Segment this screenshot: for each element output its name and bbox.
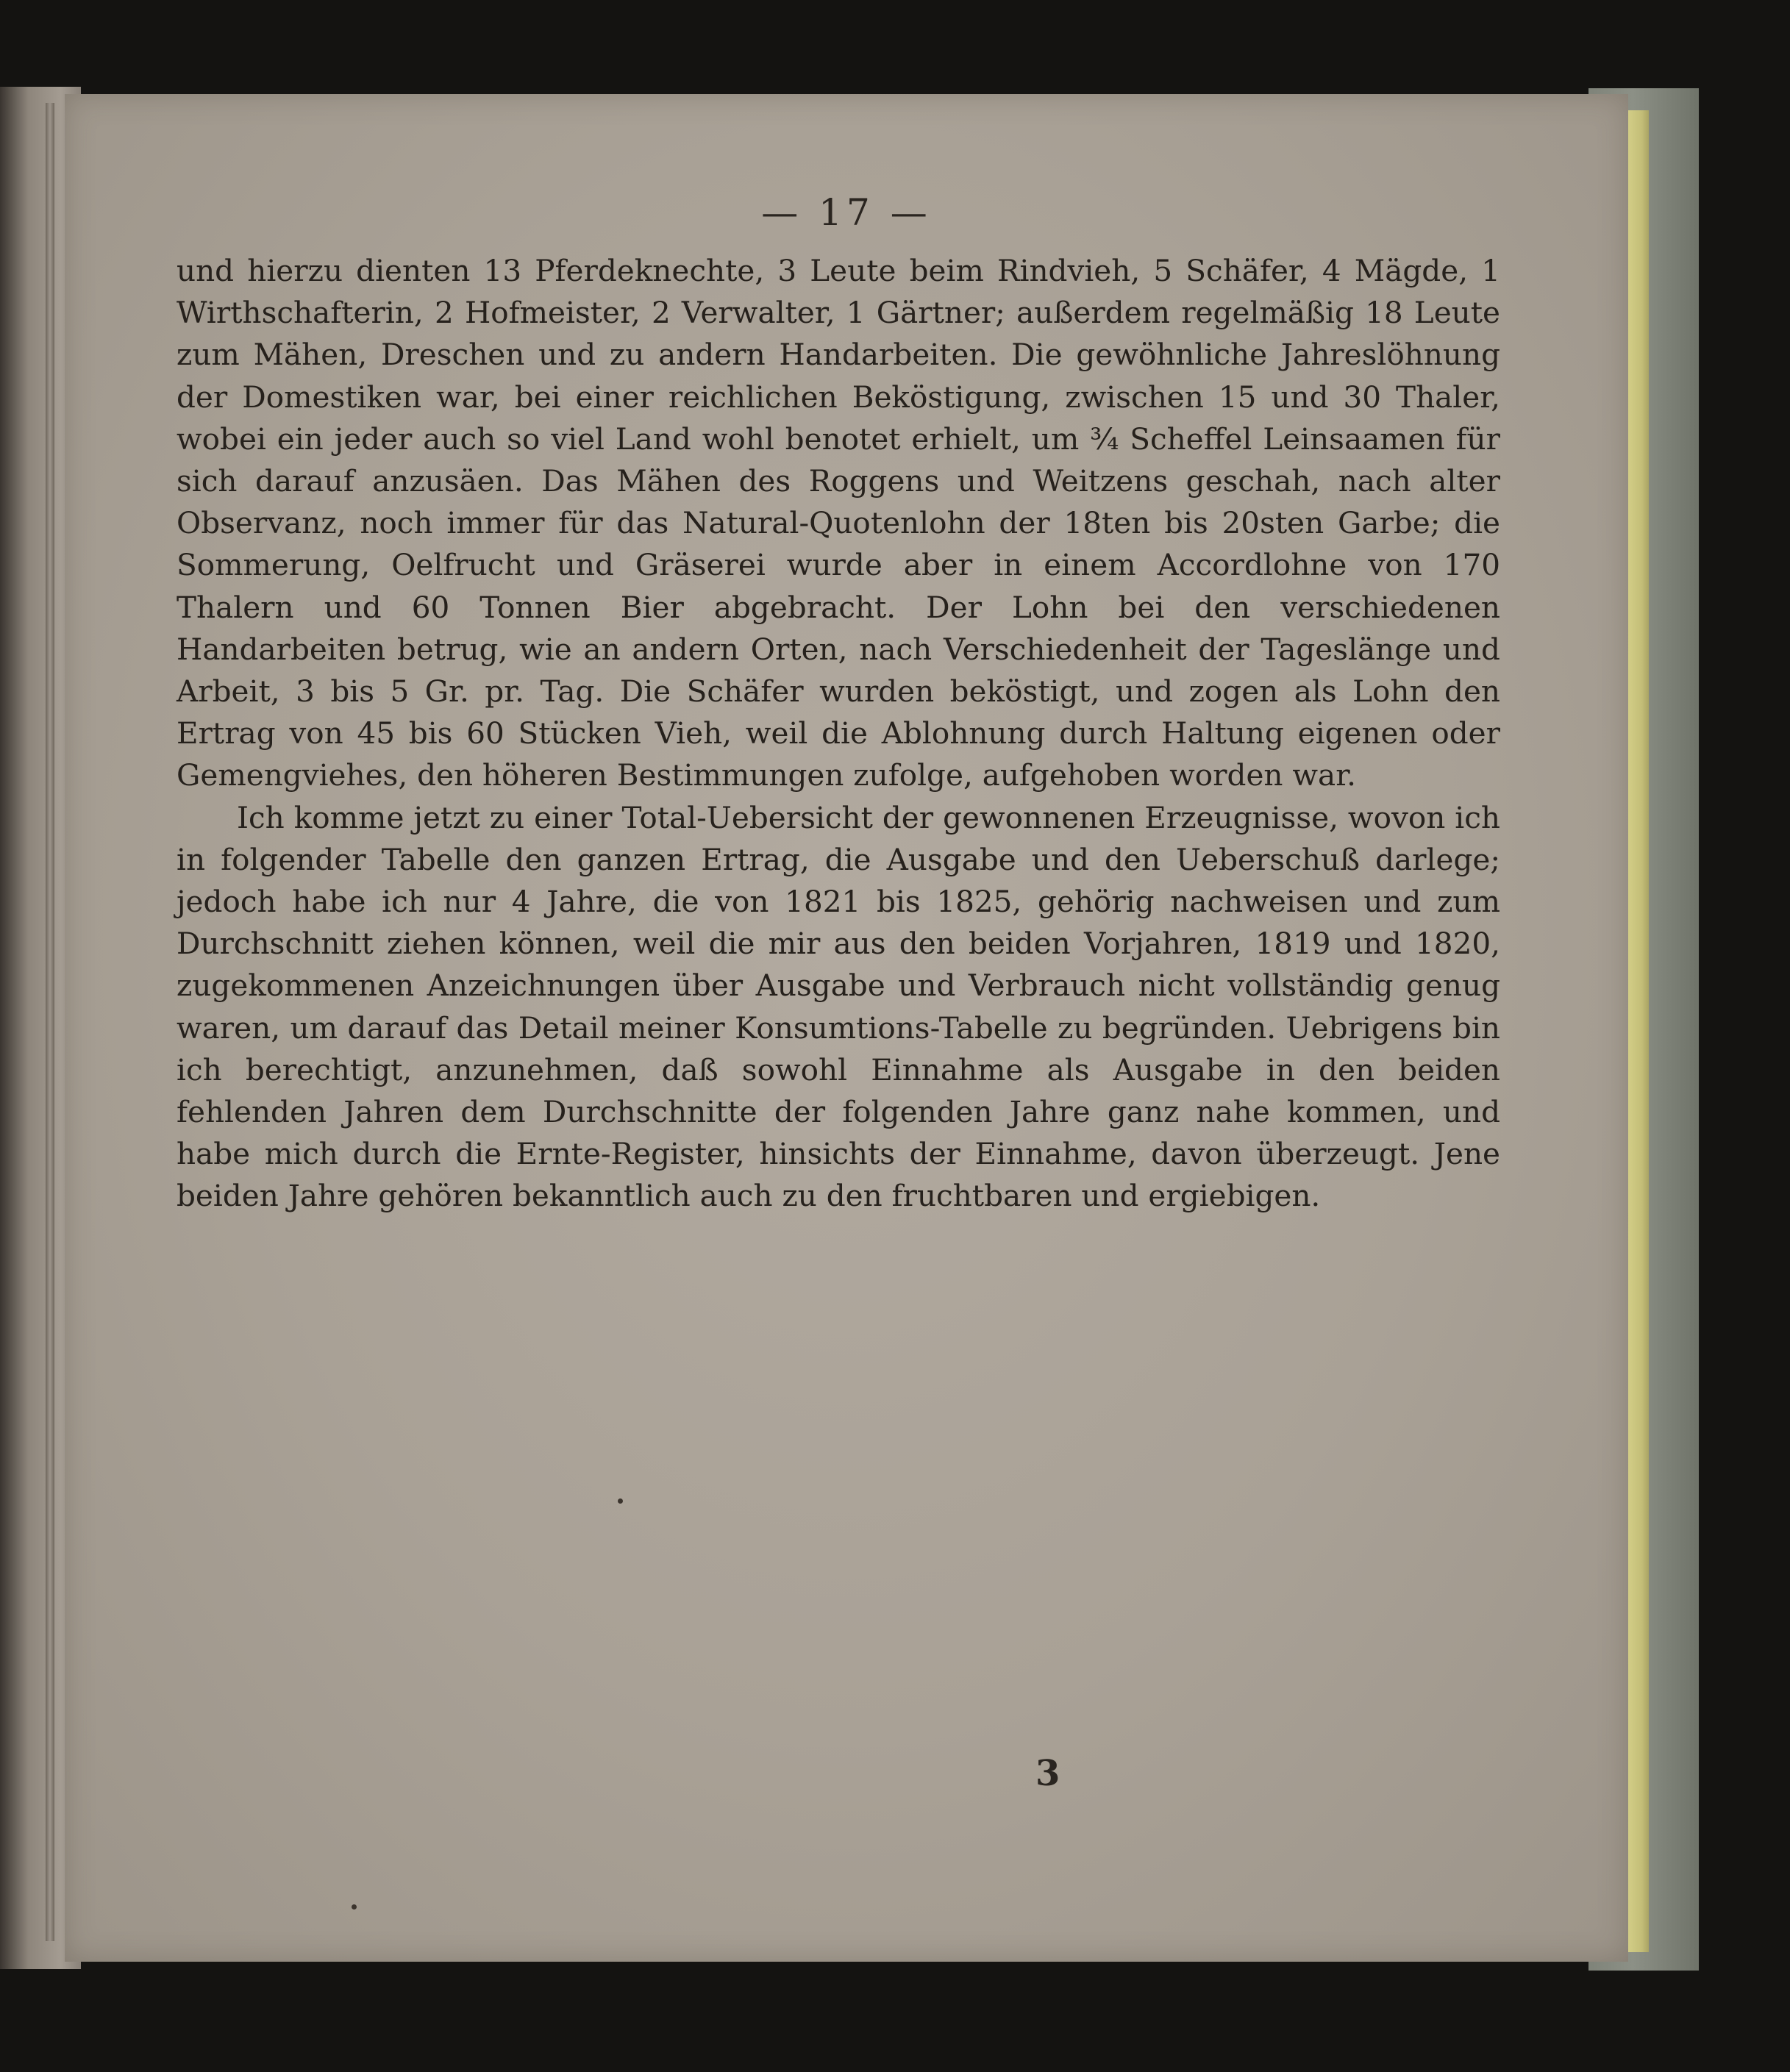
paper-speck (618, 1498, 623, 1504)
paragraph-2: Ich komme jetzt zu einer Total-Uebersicht der gewonnenen Erzeugnisse, wovon ich in folgender Tabelle den ganzen Ertrag, die Ausgabe und den Ueberschuß darlege; jedoch habe ich nur 4 Jahre, die von 1821 bis 1825, gehörig nachweisen und zum Durchschnitt ziehen können, weil die mir aus den beiden Vorjahren, 1819 und 1820, zugekommenen Anzeichnungen über Ausgabe und Verbrauch nicht vollständig genug waren, um darauf das Detail meiner Konsumtions-Tabelle zu begründen. Uebrigens bin ich berechtigt, anzunehmen, daß sowohl Einnahme als Ausgabe in den beiden fehlenden Jahren dem Durchschnitte der folgenden Jahre ganz nahe kommen, und habe mich durch die Ernte-Register, hinsichts der Einnahme, davon überzeugt. Jene beiden Jahre gehören bekanntlich auch zu den fruchtbaren und ergiebigen. (176, 799, 1500, 1214)
paragraph-1: und hierzu dienten 13 Pferdeknechte, 3 Leute beim Rindvieh, 5 Schäfer, 4 Mägde, 1 Wirthschafterin, 2 Hofmeister, 2 Verwalter, 1 Gärtner; außerdem regelmäßig 18 Leute zum Mähen, Dreschen und zu andern Handarbeiten. Die gewöhnliche Jahreslöhnung der Domestiken war, bei einer reichlichen Beköstigung, zwischen 15 und 30 Thaler, wobei ein jeder auch so viel Land wohl benotet erhielt, um ¾ Scheffel Leinsaamen für sich darauf anzusäen. Das Mähen des Roggens und Weitzens geschah, nach alter Observanz, noch immer für das Natural-Quotenlohn der 18ten bis 20sten Garbe; die Sommerung, Oelfrucht und Gräserei wurde aber in einem Accordlohne von 170 Thalern und 60 Tonnen Bier abgebracht. Der Lohn bei den verschiedenen Handarbeiten betrug, wie an andern Orten, nach Verschiedenheit der Tageslänge und Arbeit, 3 bis 5 Gr. pr. Tag. Die Schäfer wurden beköstigt, und zogen als Lohn den Ertrag von 45 bis 60 Stücken Vieh, weil die Ablohnung durch Haltung eigenen oder Gemengviehes, den höheren Bestimmungen zufolge, aufgehoben worden war. (176, 253, 1500, 793)
signature-mark: 3 (1035, 1753, 1060, 1794)
book-page (65, 94, 1628, 1962)
page-number-header: — 17 — (761, 191, 932, 234)
page-body-text (176, 250, 1500, 1218)
book-gutter (46, 103, 54, 1941)
paper-speck (352, 1904, 357, 1910)
